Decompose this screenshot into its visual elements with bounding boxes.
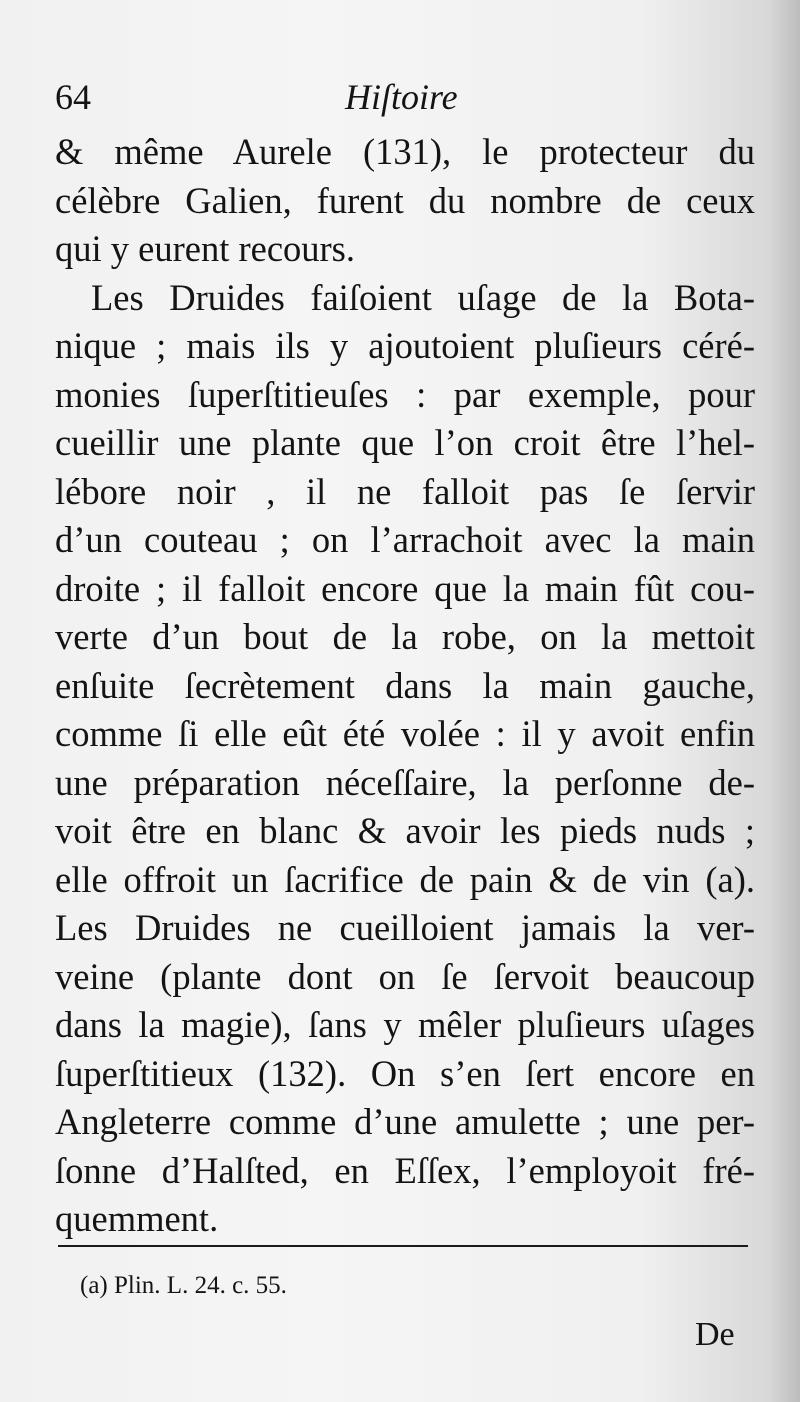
text-line: ſuperſtitieux (132). On s’en ſert encore en (55, 1052, 755, 1094)
text-line: droite ; il falloit encore que la main fût cou- (55, 567, 755, 609)
text-line: nique ; mais ils y ajoutoient pluſieurs céré- (55, 325, 755, 366)
text-line: voit être en blanc & avoir les pieds nuds ; (55, 810, 755, 851)
text-line: monies ſuperſtitieuſes : par exemple, pour (55, 373, 755, 415)
text-line: Angleterre comme d’une amulette ; une per- (55, 1101, 755, 1142)
text-line: elle offroit un ſacrifice de pain & de vin (a). (55, 858, 755, 900)
text-line: Les Druides ne cueilloient jamais la ver- (55, 907, 755, 948)
body-text (55, 128, 755, 1244)
text-line: célèbre Galien, furent du nombre de ceux (55, 179, 755, 221)
text-line: veine (plante dont on ſe ſervoit beaucoup (55, 955, 755, 997)
text-line: une préparation néceſſaire, la perſonne de- (55, 761, 755, 803)
text-line: comme ſi elle eût été volée : il y avoit enfin (55, 713, 755, 754)
text-line: d’un couteau ; on l’arrachoit avec la main (55, 519, 755, 560)
text-line: lébore noir , il ne falloit pas ſe ſervir (55, 470, 755, 512)
text-line: ſonne d’Halſted, en Eſſex, l’employoit fré- (55, 1149, 755, 1191)
text-line: & même Aurele (131), le protecteur du (55, 131, 755, 172)
text-line: enſuite ſecrètement dans la main gauche, (55, 664, 755, 706)
page-number: 64 (55, 77, 91, 117)
text-line: cueillir une plante que l’on croit être l’hel- (55, 422, 755, 463)
running-title: Hiſtoire (345, 77, 458, 117)
text-line: verte d’un bout de la robe, on la mettoit (55, 616, 755, 657)
footnote: (a) Plin. L. 24. c. 55. (80, 1272, 287, 1299)
footnote-rule (58, 1245, 748, 1247)
paragraph-start-line: Les Druides faiſoient uſage de la Bota- (91, 276, 755, 318)
text-line: quemment. (55, 1198, 219, 1239)
text-line: qui y eurent recours. (55, 228, 356, 269)
catchword: De (695, 1316, 735, 1353)
page-header (55, 72, 745, 124)
text-line: dans la magie), ſans y mêler pluſieurs uſages (55, 1004, 755, 1045)
